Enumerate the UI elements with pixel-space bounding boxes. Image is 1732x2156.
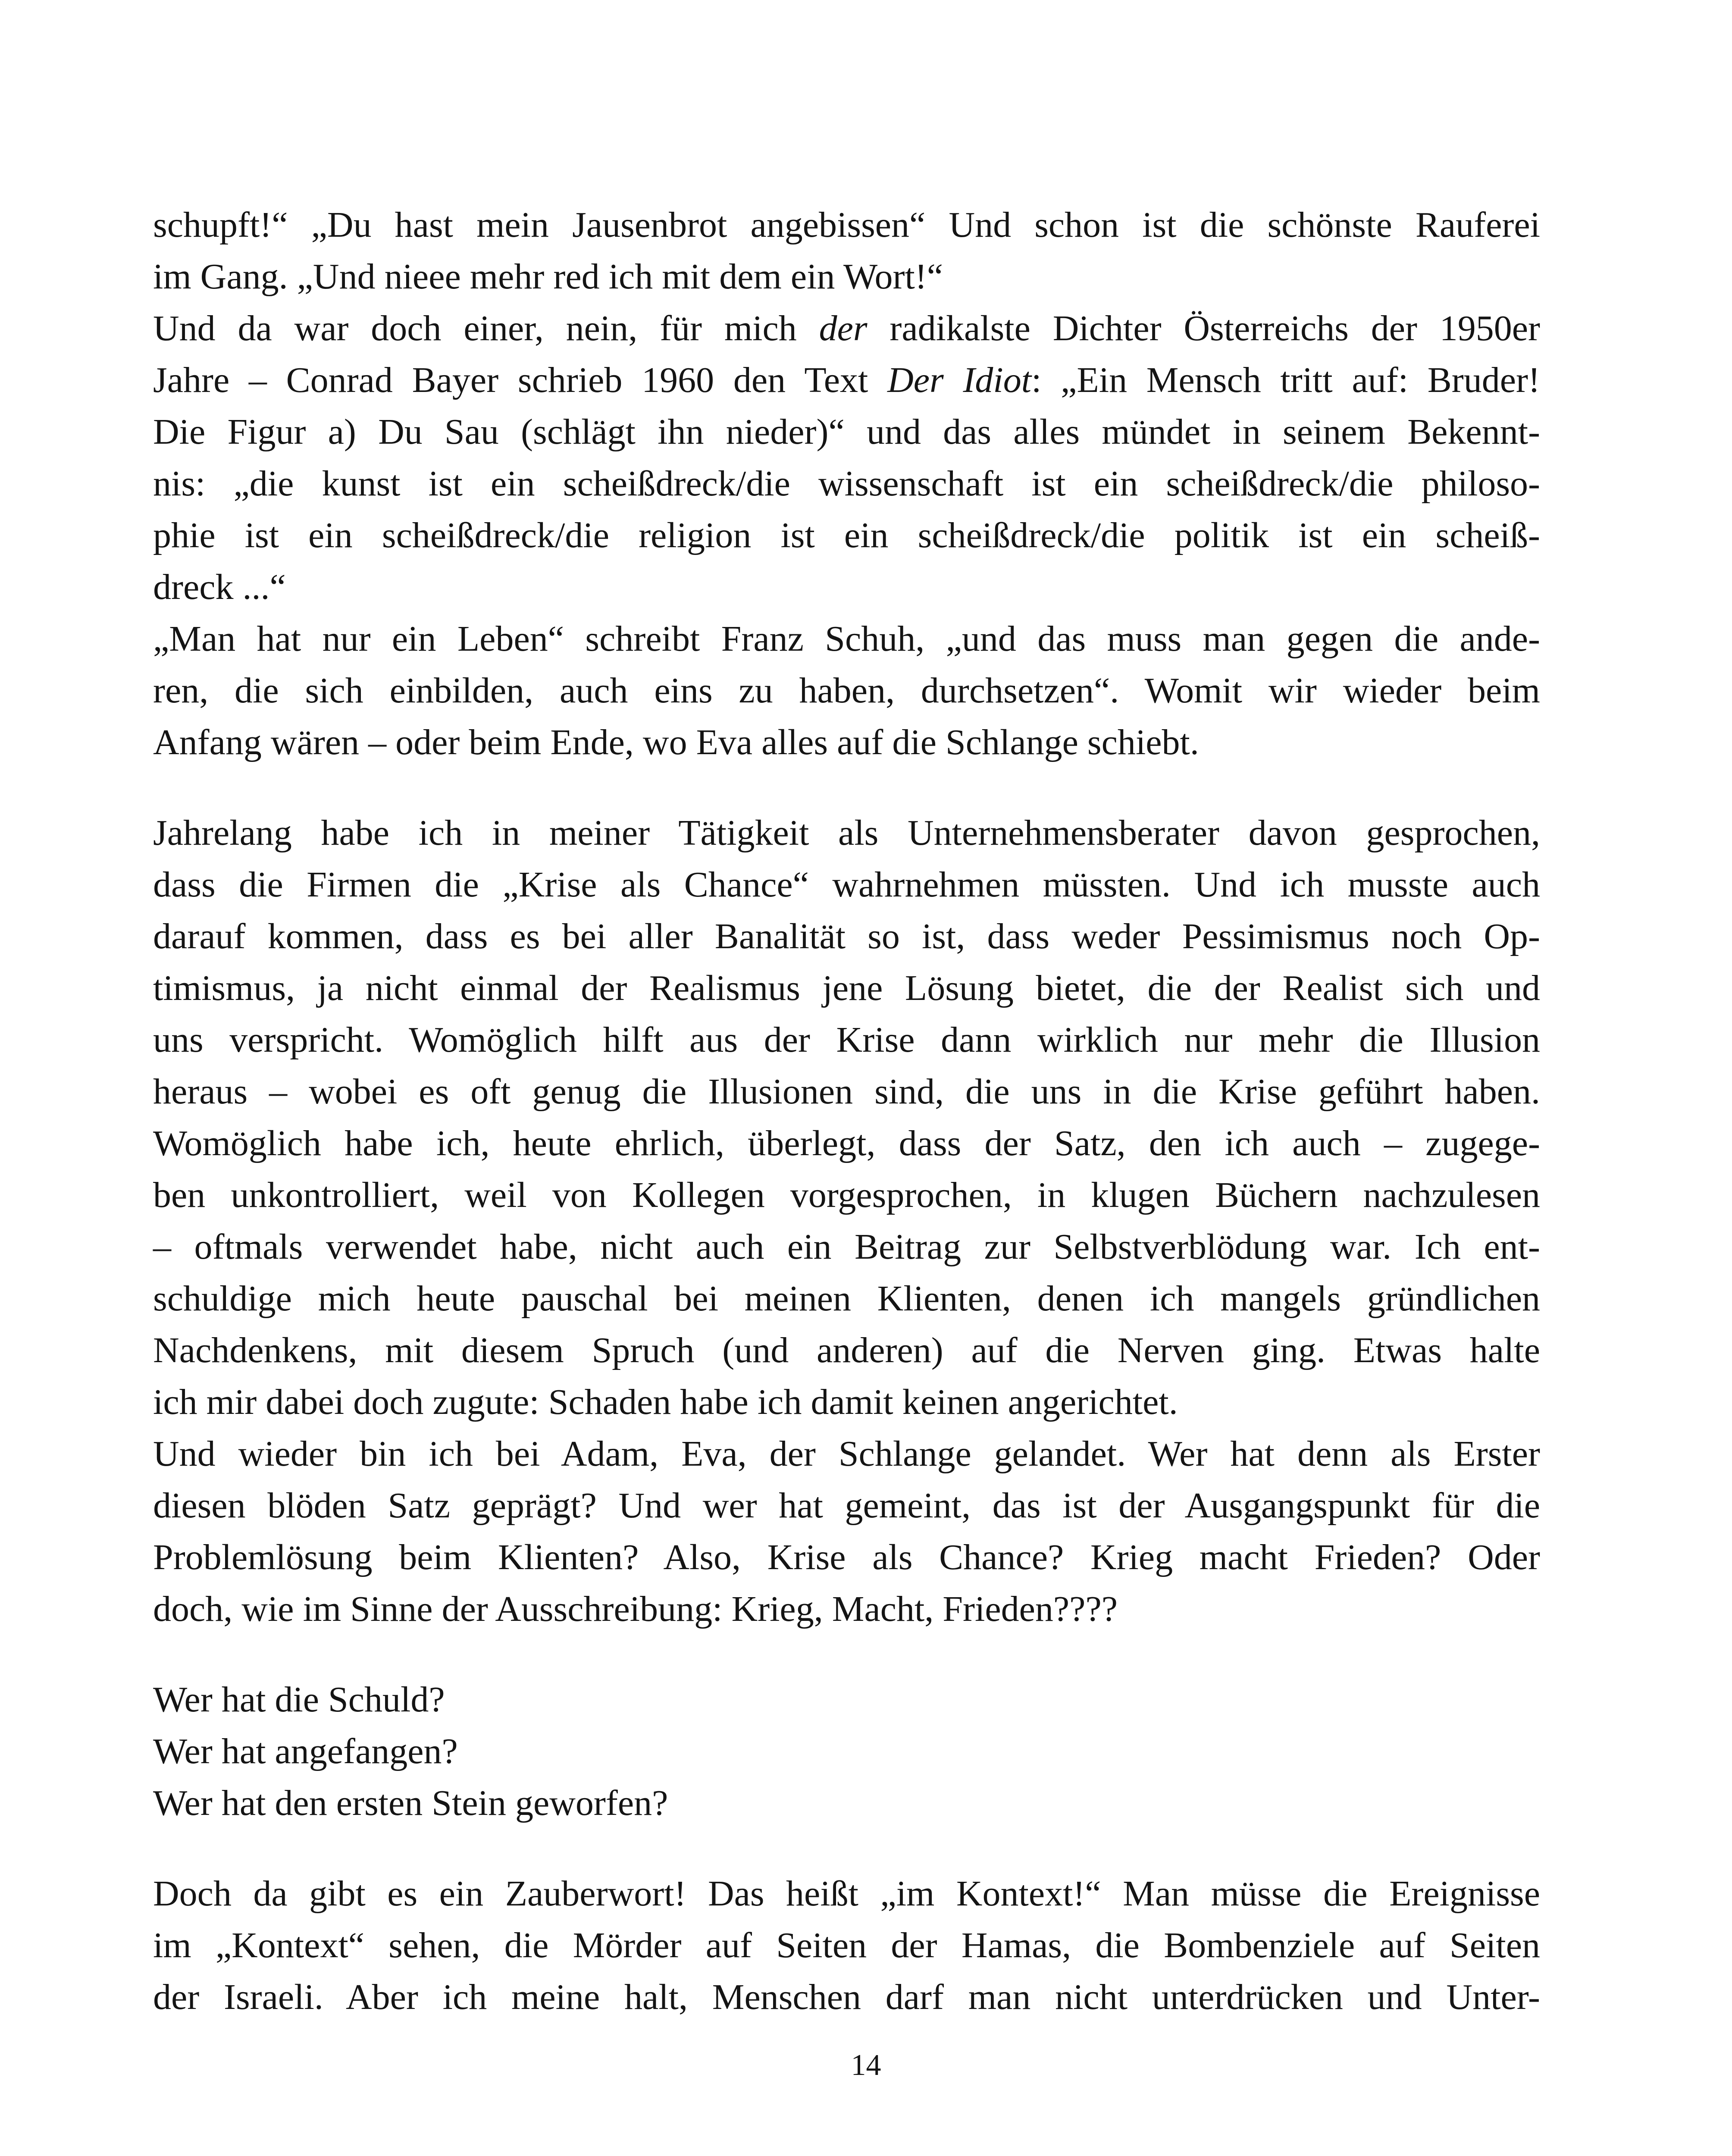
text-line: Problemlösung beim Klienten? Also, Krise als Chance? Krieg macht Frieden? Oder [153, 1537, 1540, 1577]
paragraph [153, 199, 1540, 303]
text-line: heraus – wobei es oft genug die Illusionen sind, die uns in die Krise geführt haben. [153, 1072, 1540, 1112]
text-line: diesen blöden Satz geprägt? Und wer hat gemeint, das ist der Ausgangspunkt für die [153, 1485, 1540, 1526]
text-line: Womöglich habe ich, heute ehrlich, überlegt, dass der Satz, den ich auch – zugege- [153, 1123, 1540, 1163]
paragraph [153, 1868, 1540, 2023]
text-line: Jahrelang habe ich in meiner Tätigkeit als Unternehmensberater davon gesprochen, [153, 813, 1540, 853]
italic-text: Der Idiot [887, 360, 1032, 400]
paragraph [153, 303, 1540, 613]
text-line: Nachdenkens, mit diesem Spruch (und anderen) auf die Nerven ging. Etwas halte [153, 1330, 1540, 1370]
text-line: ich mir dabei doch zugute: Schaden habe ich damit keinen angerichtet. [153, 1382, 1178, 1422]
text-line: dreck ...“ [153, 567, 286, 607]
text-line: schuldige mich heute pauschal bei meinen Klienten, denen ich mangels gründlichen [153, 1279, 1540, 1319]
text-line: Wer hat angefangen? [153, 1731, 458, 1771]
text-line: Und wieder bin ich bei Adam, Eva, der Schlange gelandet. Wer hat denn als Erster [153, 1434, 1540, 1474]
paragraph-spacing [153, 768, 1540, 807]
italic-text: der [819, 308, 868, 348]
text-line: Und da war doch einer, nein, für mich der radikalste Dichter Österreichs der 1950er [153, 308, 1541, 348]
text-line: ben unkontrolliert, weil von Kollegen vorgesprochen, in klugen Büchern nachzulesen [153, 1175, 1540, 1215]
text-line: Wer hat die Schuld? [153, 1680, 445, 1720]
text-line: schupft!“ „Du hast mein Jausenbrot angebissen“ Und schon ist die schönste Rauferei [153, 205, 1540, 245]
text-line: im Gang. „Und nieee mehr red ich mit dem ein Wort!“ [153, 257, 943, 297]
text-line: doch, wie im Sinne der Ausschreibung: Krieg, Macht, Frieden???? [153, 1589, 1118, 1629]
paragraph [153, 807, 1540, 1428]
text-line: uns verspricht. Womöglich hilft aus der Krise dann wirklich nur mehr die Illusion [153, 1020, 1540, 1060]
text-line: ren, die sich einbilden, auch eins zu haben, durchsetzen“. Womit wir wieder beim [153, 671, 1540, 711]
paragraph-spacing [153, 1635, 1540, 1674]
text-line: dass die Firmen die „Krise als Chance“ wahrnehmen müssten. Und ich musste auch [153, 865, 1540, 905]
page-number: 14 [851, 2049, 881, 2082]
paragraph-spacing [153, 1829, 1540, 1868]
text-line: „Man hat nur ein Leben“ schreibt Franz Schuh, „und das muss man gegen die ande- [153, 619, 1540, 659]
text-line: Jahre – Conrad Bayer schrieb 1960 den Text Der Idiot: „Ein Mensch tritt auf: Bruder! [153, 360, 1540, 400]
text-line: Die Figur a) Du Sau (schlägt ihn nieder)“ und das alles mündet in seinem Bekennt- [153, 412, 1540, 452]
text-line: im „Kontext“ sehen, die Mörder auf Seiten der Hamas, die Bombenziele auf Seiten [153, 1925, 1540, 1965]
text-line: darauf kommen, dass es bei aller Banalität so ist, dass weder Pessimismus noch Op- [153, 916, 1540, 956]
text-line: nis: „die kunst ist ein scheißdreck/die wissenschaft ist ein scheißdreck/die philoso- [153, 464, 1540, 504]
body-text [153, 199, 1540, 2023]
text-line: – oftmals verwendet habe, nicht auch ein Beitrag zur Selbstverblödung war. Ich ent- [153, 1227, 1540, 1267]
text-line: der Israeli. Aber ich meine halt, Menschen darf man nicht unterdrücken und Unter- [153, 1977, 1540, 2017]
text-line: Anfang wären – oder beim Ende, wo Eva alles auf die Schlange schiebt. [153, 722, 1199, 762]
paragraph [153, 1674, 1540, 1829]
text-line: timismus, ja nicht einmal der Realismus jene Lösung bietet, die der Realist sich und [153, 968, 1540, 1008]
text-line: phie ist ein scheißdreck/die religion ist ein scheißdreck/die politik ist ein scheiß- [153, 515, 1540, 555]
paragraph [153, 613, 1540, 768]
text-line: Wer hat den ersten Stein geworfen? [153, 1783, 668, 1823]
paragraph [153, 1428, 1540, 1635]
text-line: Doch da gibt es ein Zauberwort! Das heißt „im Kontext!“ Man müsse die Ereignisse [153, 1874, 1540, 1914]
